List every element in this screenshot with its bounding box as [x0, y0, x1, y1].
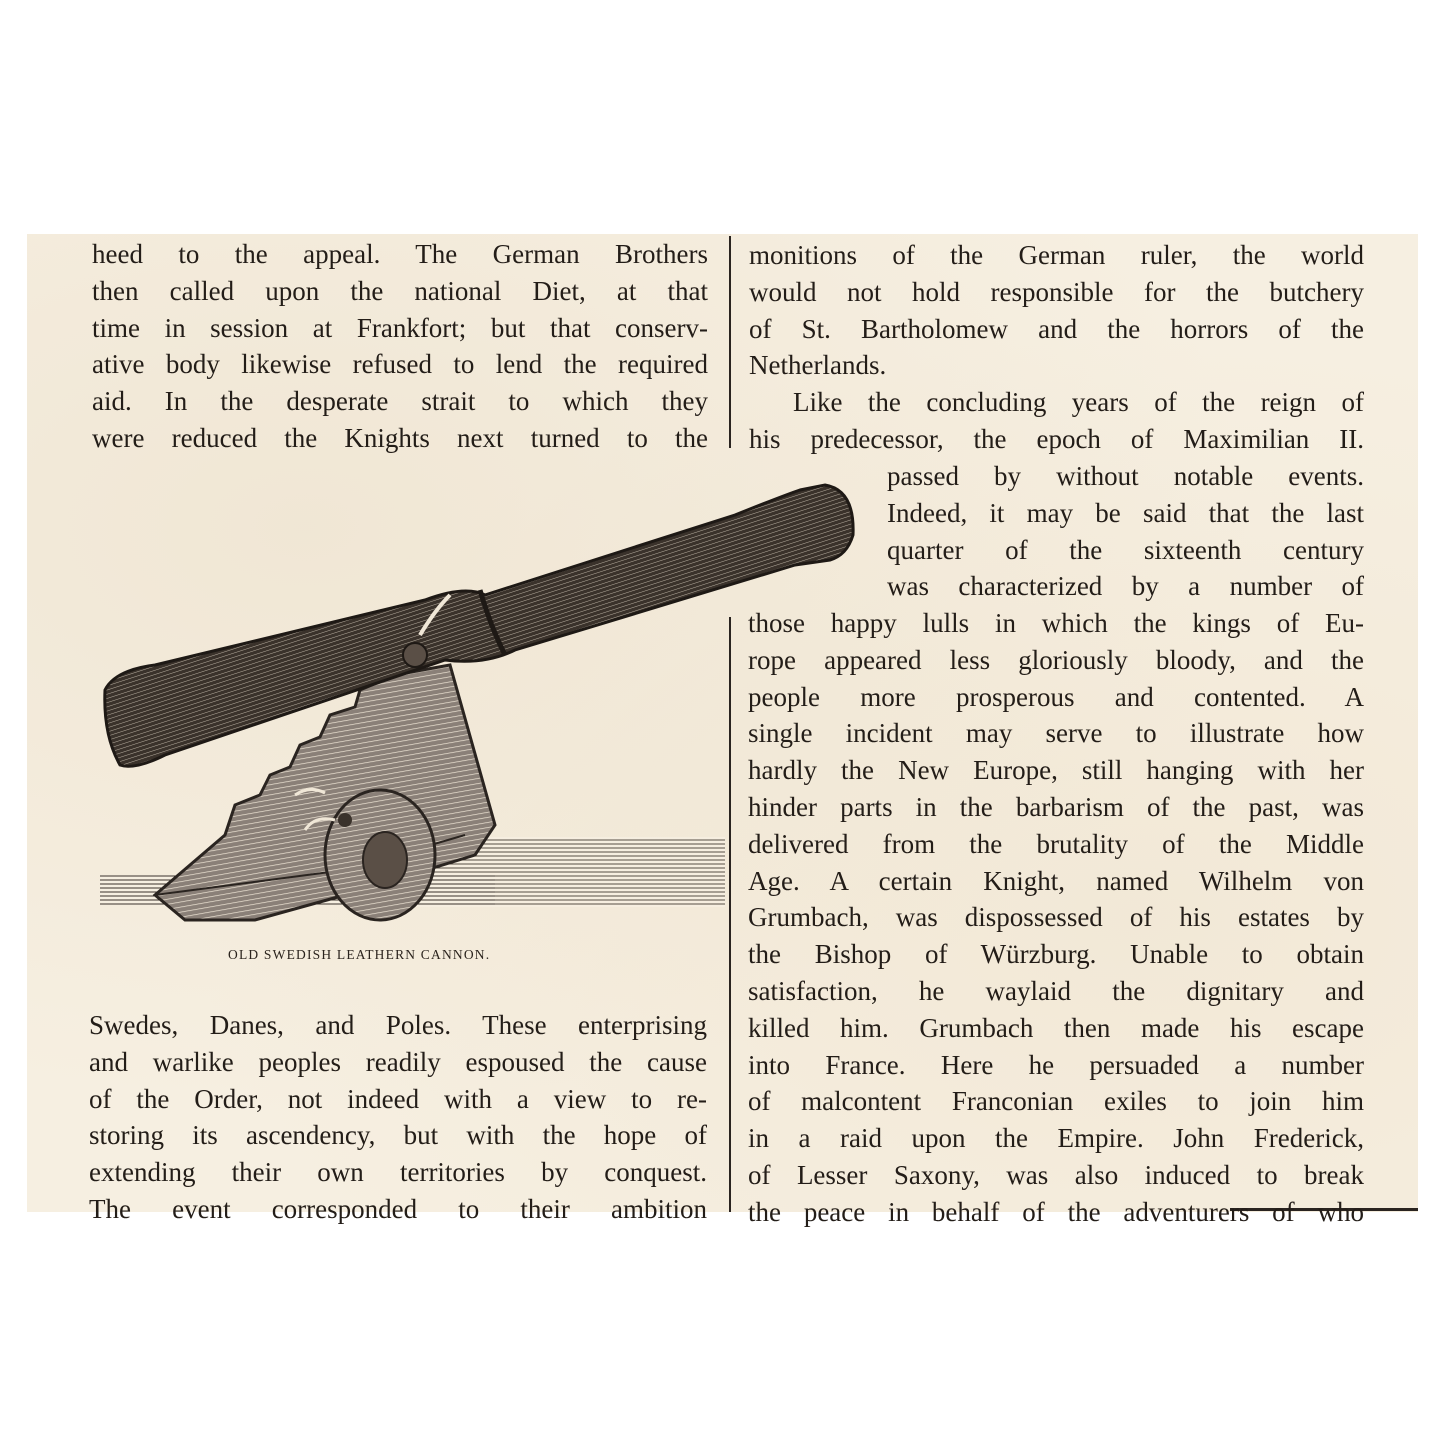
left-column-top-text — [92, 236, 708, 457]
text-line: extending their own territories by conquest. — [89, 1157, 707, 1188]
text-line: Indeed, it may be said that the last — [887, 497, 1364, 528]
text-line: the Bishop of Würzburg. Unable to obtain — [748, 939, 1364, 970]
text-line: time in session at Frankfort; but that conserv- — [92, 312, 708, 343]
right-column-inset-text — [887, 458, 1364, 605]
text-line: The event corresponded to their ambition — [89, 1193, 707, 1224]
figure-caption: OLD SWEDISH LEATHERN CANNON. — [228, 947, 491, 962]
text-line: rope appeared less gloriously bloody, and the — [748, 644, 1364, 675]
column-divider-top — [729, 236, 731, 448]
text-line: Swedes, Danes, and Poles. These enterprising — [89, 1010, 707, 1040]
text-line: in a raid upon the Empire. John Frederick, — [748, 1123, 1364, 1154]
text-line: monitions of the German ruler, the world — [749, 240, 1364, 270]
text-line: his predecessor, the epoch of Maximilian II. — [749, 423, 1364, 454]
text-line: killed him. Grumbach then made his escape — [748, 1012, 1364, 1043]
text-line: of malcontent Franconian exiles to join him — [748, 1086, 1364, 1117]
text-line: Netherlands. — [749, 350, 887, 381]
right-column-lower-text — [748, 605, 1364, 1227]
text-line: into France. Here he persuaded a number — [748, 1049, 1364, 1080]
text-line: aid. In the desperate strait to which they — [92, 386, 708, 417]
text-line: Age. A certain Knight, named Wilhelm von — [748, 865, 1364, 896]
text-line: of St. Bartholomew and the horrors of the — [749, 313, 1364, 344]
text-line: heed to the appeal. The German Brothers — [92, 239, 708, 269]
text-line: of the Order, not indeed with a view to re- — [89, 1083, 707, 1114]
text-line: satisfaction, he waylaid the dignitary and — [748, 975, 1364, 1006]
text-line: and warlike peoples readily espoused the cause — [89, 1046, 707, 1077]
text-line: storing its ascendency, but with the hope of — [89, 1120, 707, 1151]
text-line: were reduced the Knights next turned to the — [92, 422, 708, 453]
text-line: those happy lulls in which the kings of Eu- — [748, 608, 1364, 638]
cannon-engraving-icon — [95, 475, 860, 935]
text-line: single incident may serve to illustrate how — [748, 718, 1364, 749]
right-column-top-text — [749, 237, 1364, 458]
text-line: Like the concluding years of the reign of — [793, 387, 1364, 418]
text-line: passed by without notable events. — [887, 461, 1364, 491]
text-line: of Lesser Saxony, was also induced to break — [748, 1159, 1364, 1190]
text-line: then called upon the national Diet, at that — [92, 275, 708, 306]
left-column-bottom-text — [89, 1007, 707, 1224]
text-line: was characterized by a number of — [887, 571, 1364, 602]
text-line: people more prosperous and contented. A — [748, 681, 1364, 712]
text-line: hinder parts in the barbarism of the past, was — [748, 791, 1364, 822]
text-line: would not hold responsible for the butchery — [749, 276, 1364, 307]
text-line: Grumbach, was dispossessed of his estates by — [748, 902, 1364, 933]
text-line: ative body likewise refused to lend the required — [92, 349, 708, 380]
text-line: hardly the New Europe, still hanging with her — [748, 755, 1364, 786]
text-line: quarter of the sixteenth century — [887, 534, 1364, 565]
text-line: the peace in behalf of the adventurers of who — [748, 1196, 1364, 1227]
text-line: delivered from the brutality of the Middle — [748, 828, 1364, 859]
